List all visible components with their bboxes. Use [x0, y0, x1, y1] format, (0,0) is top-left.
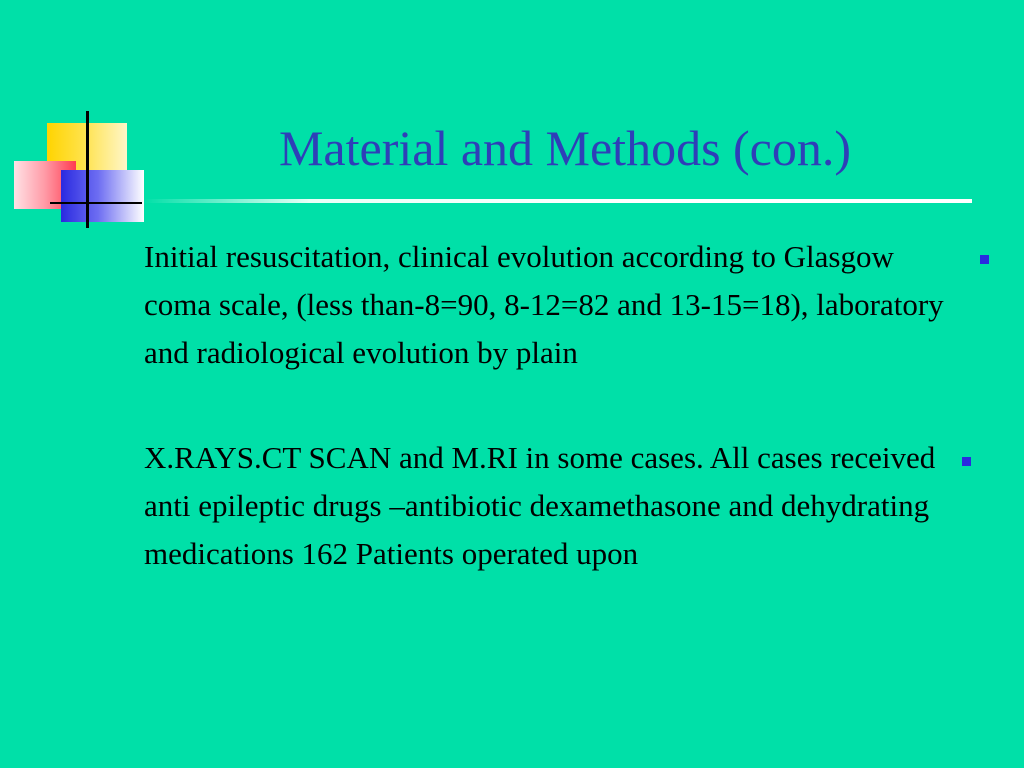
- blue-square: [61, 170, 144, 222]
- bullet-item-2: [144, 434, 954, 578]
- vertical-line: [86, 111, 89, 228]
- slide-title: Material and Methods (con.): [278, 120, 852, 176]
- bullet-item-1: [144, 233, 954, 377]
- horizontal-line: [50, 202, 142, 204]
- bullet-text-1: Initial resuscitation, clinical evolution according to Glasgow coma scale, (less than-8=90, 8-12=82 and 13-15=18), laboratory and radiological evolution by plain: [144, 239, 944, 370]
- bullet-square-icon: [962, 457, 971, 466]
- title-underline: [144, 199, 972, 203]
- bullet-text-2: X.RAYS.CT SCAN and M.RI in some cases. All cases received anti epileptic drugs –antibiotic dexamethasone and dehydrating medications 162 Patients operated upon: [144, 440, 936, 571]
- bullet-square-icon: [980, 255, 989, 264]
- decorative-squares-logo: [0, 0, 160, 240]
